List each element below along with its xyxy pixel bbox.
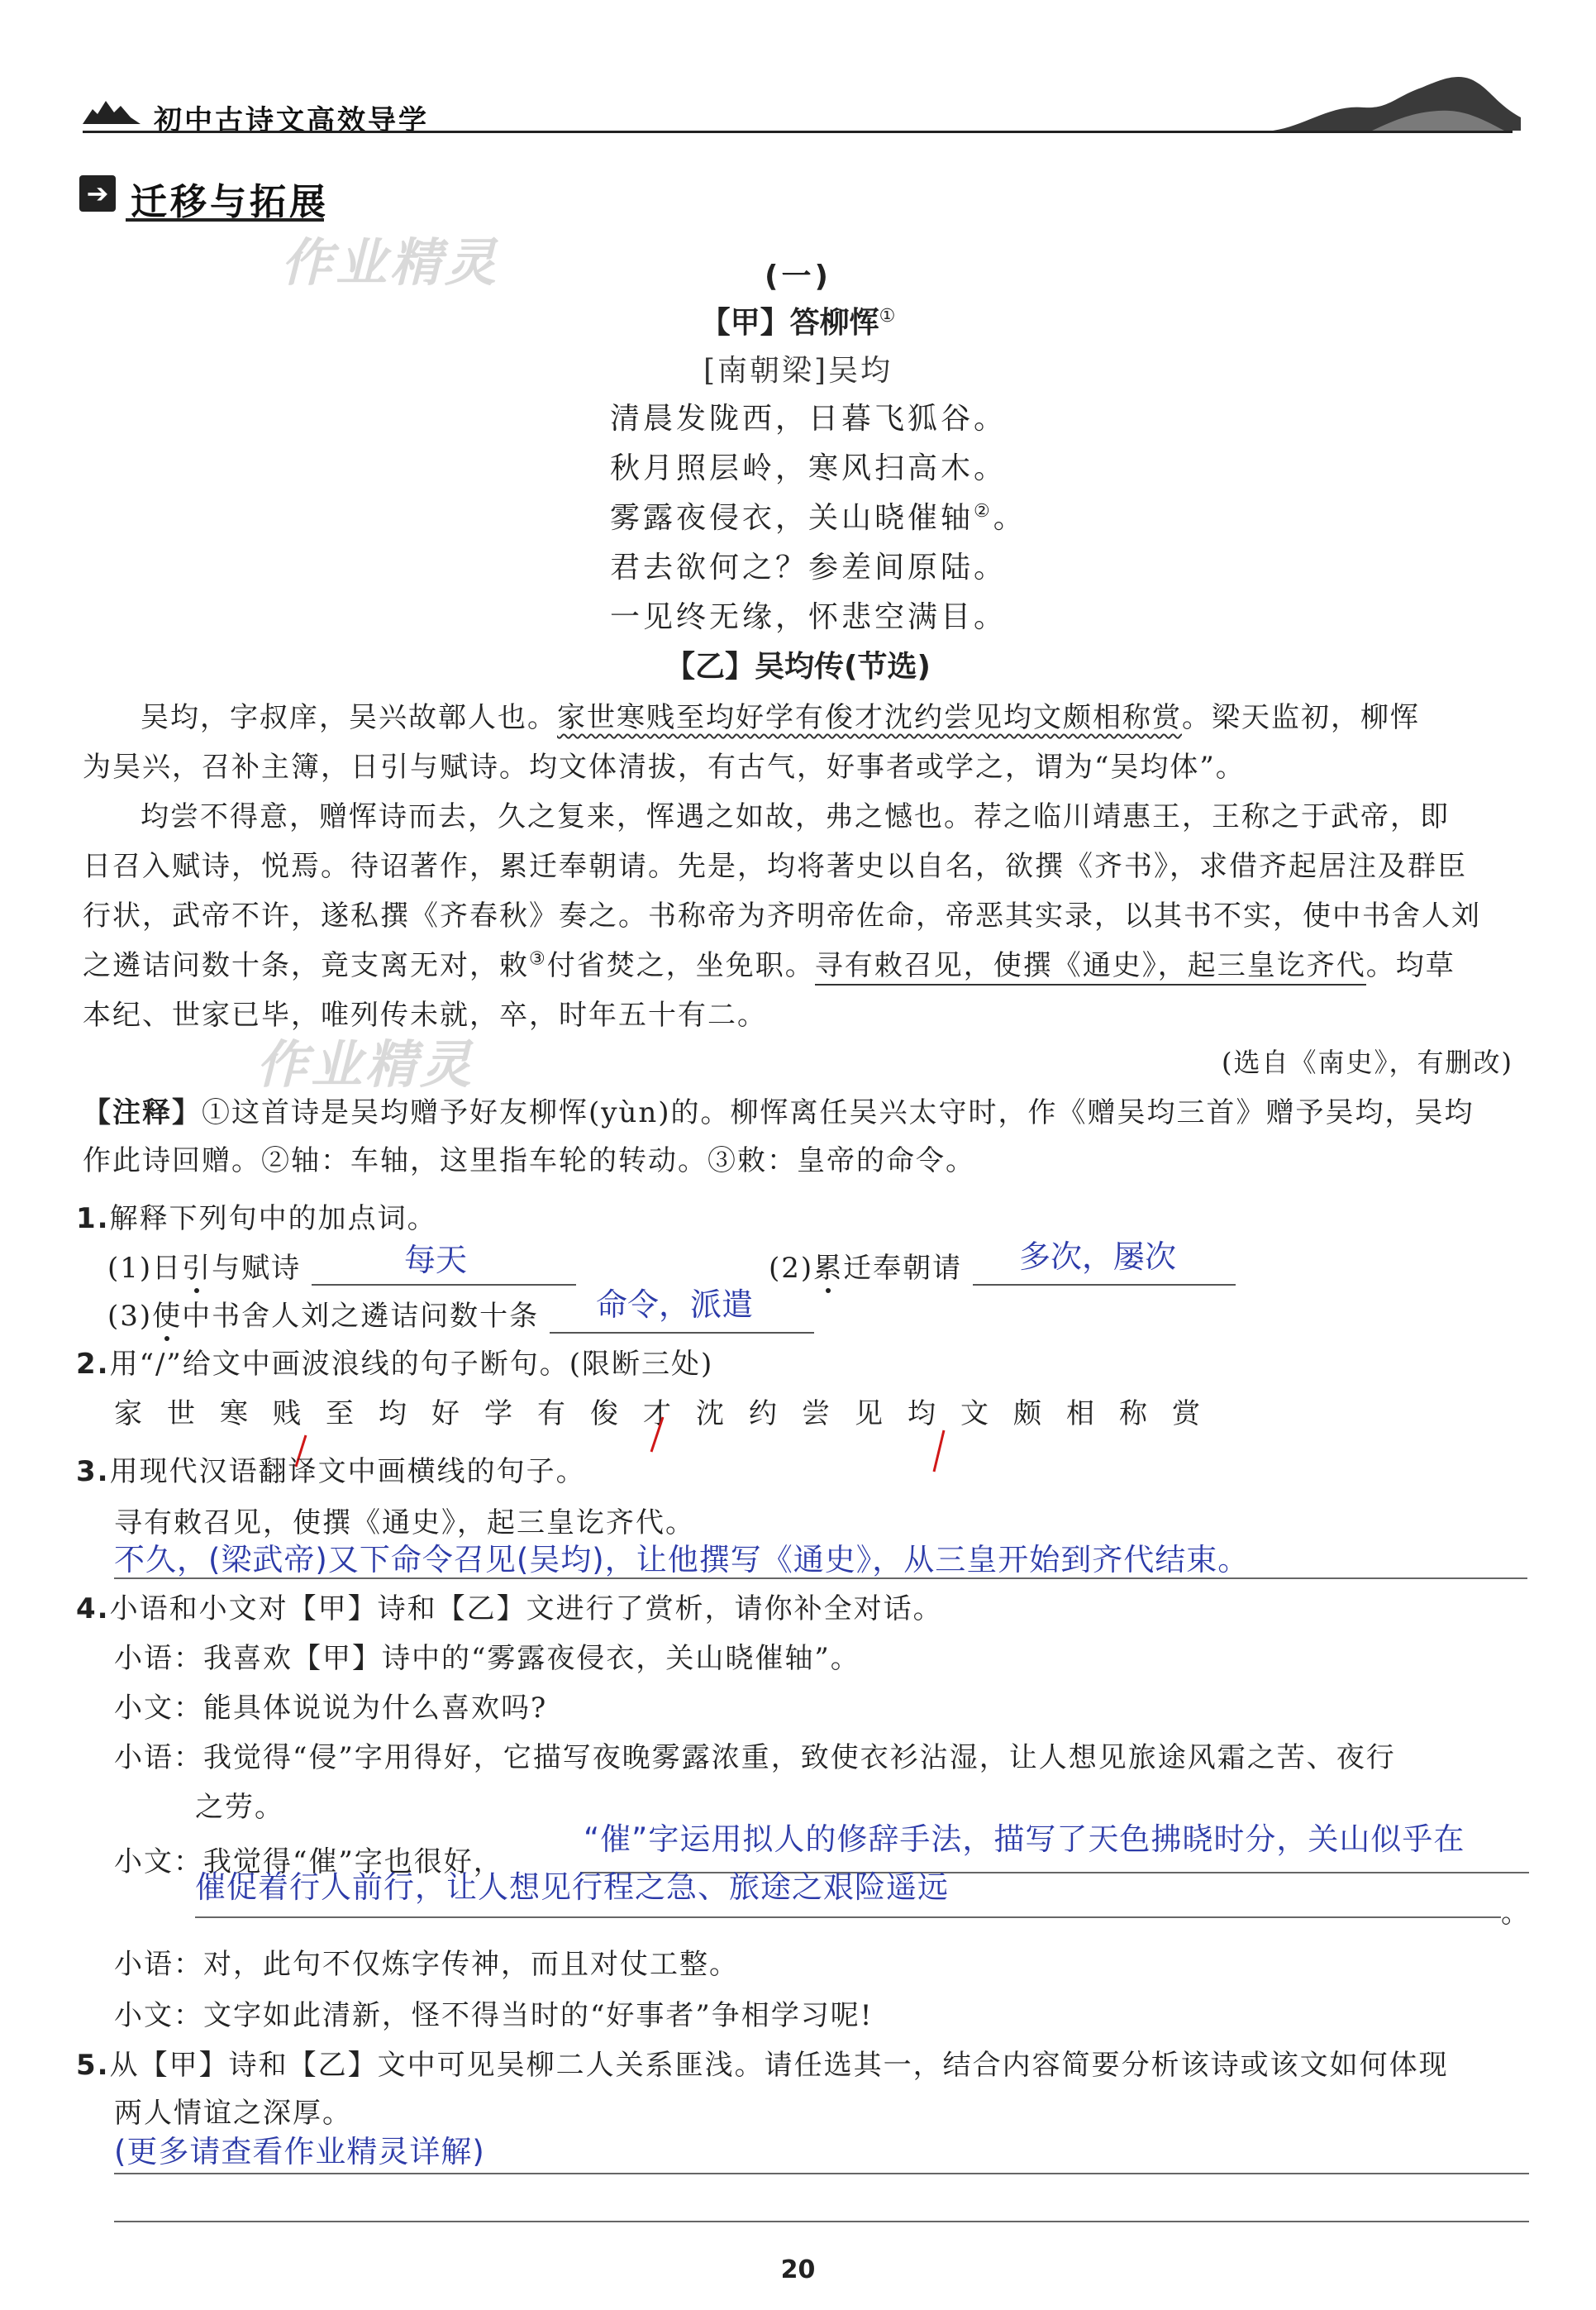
prose-line: 为吴兴，召补主簿，日引与赋诗。均文体清拔，有古气，好事者或学之，谓为“吴均体”。 bbox=[83, 751, 1246, 784]
section-arrow-icon: ➔ bbox=[79, 175, 116, 212]
q2-char: 称 bbox=[1119, 1397, 1149, 1430]
q1-answer-2-field[interactable] bbox=[973, 1239, 1236, 1286]
q2-char: 尝 bbox=[802, 1397, 831, 1430]
q2-char: 沈 bbox=[696, 1397, 726, 1430]
q1-dotted-char: 引 bbox=[182, 1252, 212, 1285]
dialogue-line: 之劳。 bbox=[195, 1791, 284, 1824]
dialogue-line: 小语：对，此句不仅炼字传神，而且对仗工整。 bbox=[114, 1948, 739, 1981]
q1-dotted-char: 使 bbox=[152, 1300, 183, 1333]
q4-answer-line-1[interactable]: “催”字运用拟人的修辞手法，描写了天色拂晓时分，关山似乎在 bbox=[584, 1821, 1465, 1857]
question-3 bbox=[76, 1449, 1531, 1589]
prose-line: 本纪、世家已毕，唯列传未就，卒，时年五十有二。 bbox=[83, 999, 767, 1032]
q4-answer-rule-2 bbox=[195, 1916, 1501, 1918]
q2-char: 有 bbox=[537, 1397, 567, 1430]
question-3-stem bbox=[76, 1449, 586, 1489]
question-number: 1. bbox=[76, 1202, 110, 1235]
notes-line bbox=[83, 1090, 1475, 1130]
q2-char: 俊 bbox=[590, 1397, 620, 1430]
question-text: 解释下列句中的加点词。 bbox=[109, 1202, 437, 1235]
q1-item-text: (3) bbox=[107, 1300, 153, 1333]
prose-text: 付省焚之，坐免职。 bbox=[546, 949, 815, 982]
question-text: 从【甲】诗和【乙】文中可见吴柳二人关系匪浅。请任选其一，结合内容简要分析该诗或该文如何体现 bbox=[109, 2049, 1449, 2082]
notes-text: ①这首诗是吴均赠予好友柳恽(yùn)的。柳恽离任吴兴太守时，作《赠吴均三首》赠予吴均，吴均 bbox=[202, 1096, 1475, 1129]
book-title: 初中古诗文高效导学 bbox=[154, 104, 429, 137]
q1-item-text: (2) bbox=[769, 1252, 814, 1285]
page-number: 20 bbox=[780, 2255, 816, 2284]
notes-line: 作此诗回赠。②轴：车轴，这里指车轮的转动。③敕：皇帝的命令。 bbox=[83, 1144, 975, 1177]
question-text: 小语和小文对【甲】诗和【乙】文进行了赏析，请你补全对话。 bbox=[109, 1592, 943, 1625]
q1-dotted-char: 累 bbox=[813, 1252, 844, 1285]
prose-text: 吴均，字叔庠，吴兴故鄣人也。 bbox=[141, 701, 557, 734]
dialogue-line-end: 。 bbox=[1501, 1897, 1531, 1930]
q1-item-text: (1)日 bbox=[107, 1252, 183, 1285]
prose-note-mark: ③ bbox=[529, 948, 547, 970]
question-2 bbox=[76, 1341, 1531, 1457]
question-number: 3. bbox=[76, 1455, 110, 1488]
q5-answer-line-1 bbox=[114, 2173, 1529, 2174]
prose-line bbox=[141, 694, 1420, 735]
question-number: 4. bbox=[76, 1592, 110, 1625]
q1-answer-3-field[interactable] bbox=[550, 1286, 814, 1334]
q2-char: 文 bbox=[960, 1397, 990, 1430]
q2-char: 寒 bbox=[220, 1397, 250, 1430]
q1-item-text: 中书舍人刘之遴诘问数十条 bbox=[182, 1300, 540, 1333]
q2-char: 颇 bbox=[1013, 1397, 1043, 1430]
poem-body bbox=[610, 395, 1027, 643]
section-title: 迁移与拓展 bbox=[131, 181, 329, 223]
q1-answer-2: 多次，屡次 bbox=[1018, 1239, 1176, 1275]
poem-line bbox=[610, 494, 1027, 544]
q5-answer[interactable]: (更多请查看作业精灵详解) bbox=[114, 2134, 485, 2169]
q1-answer-3: 命令，派遣 bbox=[595, 1286, 753, 1323]
q2-char: 好 bbox=[431, 1397, 461, 1430]
question-2-stem bbox=[76, 1341, 713, 1382]
dialogue-line: 小文：能具体说说为什么喜欢吗? bbox=[114, 1692, 548, 1725]
question-text: 用现代汉语翻译文中画横线的句子。 bbox=[109, 1455, 586, 1488]
header bbox=[0, 0, 1596, 141]
q1-answer-1-field[interactable] bbox=[312, 1242, 576, 1286]
q2-char: 学 bbox=[484, 1397, 514, 1430]
break-slash-2 bbox=[651, 1417, 663, 1452]
section-header bbox=[79, 172, 344, 222]
watermark: 作业精灵 bbox=[281, 232, 500, 293]
prose-line: 均尝不得意，赠恽诗而去，久之复来，恽遇之如故，弗之憾也。荐之临川靖惠王，王称之于武帝，即 bbox=[141, 800, 1450, 833]
q2-char: 才 bbox=[643, 1397, 673, 1430]
q2-char: 至 bbox=[326, 1397, 355, 1430]
q1-item-text: 与赋诗 bbox=[212, 1252, 302, 1285]
poem-line: 秋月照层岭，寒风扫高木。 bbox=[610, 451, 1008, 485]
dialogue-line: 小文：我觉得“催”字也很好， bbox=[114, 1845, 503, 1878]
poem-line: 清晨发陇西，日暮飞狐谷。 bbox=[610, 402, 1008, 436]
watermark: 作业精灵 bbox=[256, 1034, 475, 1095]
q3-answer[interactable]: 不久，(梁武帝)又下命令召见(吴均)，让他撰写《通史》，从三皇开始到齐代结束。 bbox=[114, 1542, 1250, 1577]
notes-label: 【注释】 bbox=[83, 1096, 202, 1129]
poem-line-text: 雾露夜侵衣，关山晓催轴 bbox=[610, 501, 974, 535]
q1-item-text: 迁奉朝请 bbox=[843, 1252, 963, 1285]
question-1-stem bbox=[76, 1196, 437, 1236]
q2-char: 均 bbox=[379, 1397, 408, 1430]
q3-answer-line bbox=[114, 1577, 1527, 1579]
q2-char: 均 bbox=[908, 1397, 937, 1430]
q1-item-2 bbox=[769, 1239, 1236, 1286]
prose-line bbox=[83, 943, 1455, 983]
poem-author: [南朝梁]吴均 bbox=[703, 354, 893, 388]
q2-char: 见 bbox=[855, 1397, 884, 1430]
q5-answer-line-2 bbox=[114, 2221, 1529, 2222]
q2-char: 世 bbox=[167, 1397, 197, 1430]
question-number: 2. bbox=[76, 1348, 110, 1381]
question-text: 用“/”给文中画波浪线的句子断句。(限断三处) bbox=[109, 1348, 714, 1381]
header-landscape-icon bbox=[1273, 71, 1521, 134]
poem-line-end: 。 bbox=[993, 501, 1027, 535]
q1-answer-1: 每天 bbox=[403, 1242, 467, 1278]
question-4-stem bbox=[76, 1586, 943, 1626]
question-1 bbox=[76, 1196, 1531, 1344]
q2-char: 家 bbox=[114, 1397, 144, 1430]
q3-sentence: 寻有敕召见，使撰《通史》，起三皇讫齐代。 bbox=[114, 1506, 695, 1539]
poem-note-mark: ① bbox=[879, 306, 896, 327]
prose-line: 日召入赋诗，悦焉。待诏著作，累迁奉朝请。先是，均将著史以自名，欲撰《齐书》，求借齐起居注及群臣 bbox=[83, 850, 1467, 883]
poem-title bbox=[0, 299, 1596, 341]
question-5 bbox=[76, 2042, 1531, 2224]
prose-text: 。梁天监初，柳恽 bbox=[1182, 701, 1420, 734]
question-5-stem-2: 两人情谊之深厚。 bbox=[114, 2097, 352, 2130]
poem-line: 君去欲何之？参差间原陆。 bbox=[610, 551, 1008, 585]
q2-char: 相 bbox=[1066, 1397, 1096, 1430]
q1-item-3 bbox=[107, 1286, 814, 1334]
prose-text: 之遴诘问数十条，竟支离无对，敕 bbox=[83, 949, 529, 982]
question-number: 5. bbox=[76, 2049, 110, 2082]
passage-source: (选自《南史》，有删改) bbox=[1222, 1047, 1513, 1078]
q4-answer-line-2[interactable]: 催促着行人前行，让人想见行程之急、旅途之艰险遥远 bbox=[195, 1869, 949, 1905]
dialogue-line: 小语：我喜欢【甲】诗中的“雾露夜侵衣，关山晓催轴”。 bbox=[114, 1642, 860, 1675]
q2-char: 约 bbox=[749, 1397, 779, 1430]
dialogue-line: 小文：文字如此清新，怪不得当时的“好事者”争相学习呢! bbox=[114, 1999, 874, 2032]
prose-title: 【乙】吴均传(节选) bbox=[665, 650, 931, 684]
poem-note-mark: ② bbox=[974, 501, 993, 522]
poem-title-text: 【甲】答柳恽 bbox=[700, 306, 879, 340]
underlined-sentence: 寻有敕召见，使撰《通史》，起三皇讫齐代 bbox=[815, 949, 1366, 986]
q2-char: 赏 bbox=[1172, 1397, 1202, 1430]
question-5-stem bbox=[76, 2042, 1449, 2083]
dialogue-line: 小语：我觉得“侵”字用得好，它描写夜晚雾露浓重，致使衣衫沾湿，让人想见旅途风霜之苦、夜行 bbox=[114, 1741, 1396, 1774]
q1-item-1 bbox=[107, 1242, 576, 1286]
prose-text: 。均草 bbox=[1365, 949, 1455, 982]
passage-number: (一) bbox=[765, 260, 831, 294]
poem-line: 一见终无缘，怀悲空满目。 bbox=[610, 600, 1008, 634]
q2-char: 贱 bbox=[273, 1397, 303, 1430]
question-4 bbox=[76, 1586, 1531, 2032]
wavy-sentence: 家世寒贱至均好学有俊才沈约尝见均文颇相称赏 bbox=[557, 701, 1182, 734]
header-mountain-icon bbox=[83, 98, 141, 124]
prose-line: 行状，武帝不许，遂私撰《齐春秋》奏之。书称帝为齐明帝佐命，帝恶其实录，以其书不实，使中书舍人刘 bbox=[83, 900, 1481, 933]
